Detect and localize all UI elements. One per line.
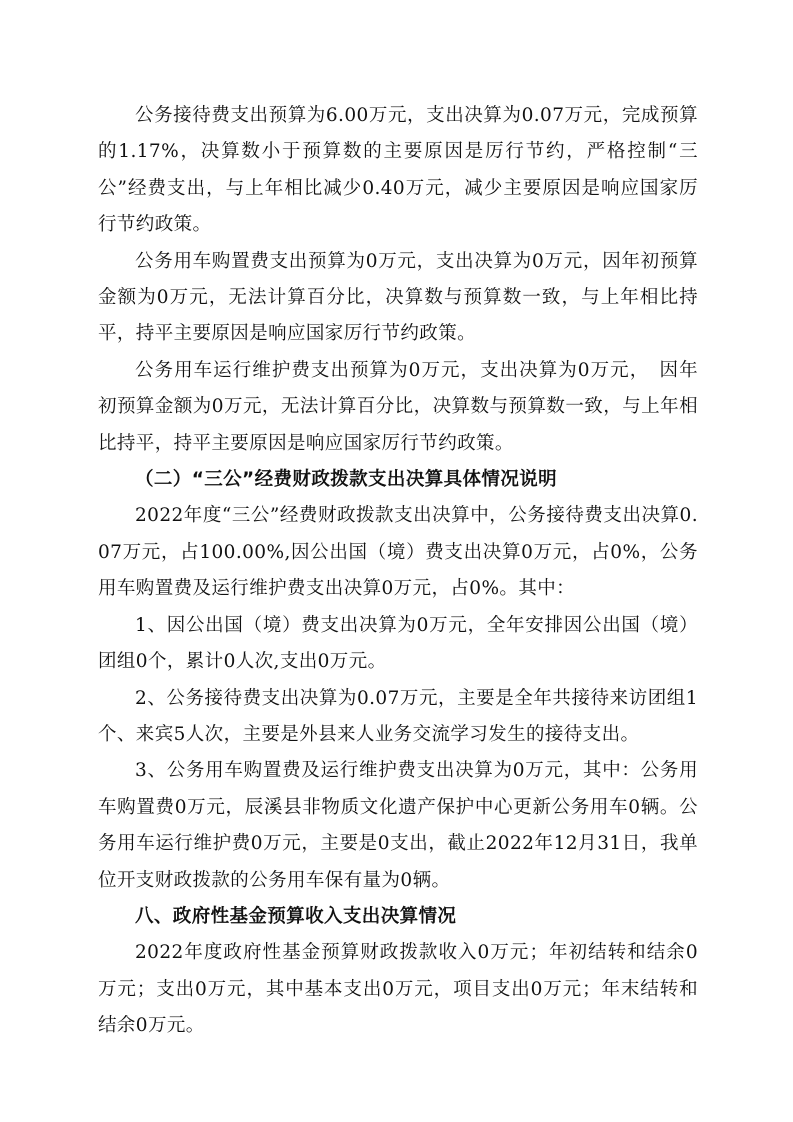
vehicle-item: 3、公务用车购置费及运行维护费支出决算为0万元，其中：公务用车购置费0万元，辰溪县非物质文化遗产保护中心更新公务用车0辆。公务用车运行维护费0万元，主要是0支出，截止2022年12月31日，我单位开支财政拨款的公务用车保有量为0辆。 xyxy=(98,760,698,891)
section-eight-heading: 八、政府性基金预算收入支出决算情况 xyxy=(135,905,457,927)
three-public-summary-paragraph: 2022年度“三公”经费财政拨款支出决算中，公务接待费支出决算0.07万元，占100.00%,因公出国（境）费支出决算0万元，占0%，公务用车购置费及运行维护费支出决算0万元，占0%。其中： xyxy=(98,505,698,600)
reception-item: 2、公务接待费支出决算为0.07万元，主要是全年共接待来访团组1个、来宾5人次，主要是外县来人业务交流学习发生的接待支出。 xyxy=(98,687,698,745)
government-fund-paragraph: 2022年度政府性基金预算财政拨款收入0万元；年初结转和结余0万元；支出0万元，其中基本支出0万元，项目支出0万元；年末结转和结余0万元。 xyxy=(98,942,698,1037)
reception-expense-paragraph: 公务接待费支出预算为6.00万元，支出决算为0.07万元，完成预算的1.17%，决算数小于预算数的主要原因是厉行节约，严格控制“三公”经费支出，与上年相比减少0.40万元，减少主要原因是响应国家厉行节约政策。 xyxy=(98,105,698,236)
overseas-travel-item: 1、因公出国（境）费支出决算为0万元，全年安排因公出国（境）团组0个，累计0人次,支出0万元。 xyxy=(98,614,698,673)
vehicle-operation-paragraph: 公务用车运行维护费支出预算为0万元，支出决算为0万元， 因年初预算金额为0万元，无法计算百分比，决算数与预算数一致，与上年相比持平，持平主要原因是响应国家厉行节约政策。 xyxy=(98,359,698,454)
vehicle-purchase-paragraph: 公务用车购置费支出预算为0万元，支出决算为0万元，因年初预算金额为0万元，无法计算百分比，决算数与预算数一致，与上年相比持平，持平主要原因是响应国家厉行节约政策。 xyxy=(98,250,698,345)
section-two-heading: （二）“三公”经费财政拨款支出决算具体情况说明 xyxy=(135,469,558,491)
page-content xyxy=(98,98,698,1045)
